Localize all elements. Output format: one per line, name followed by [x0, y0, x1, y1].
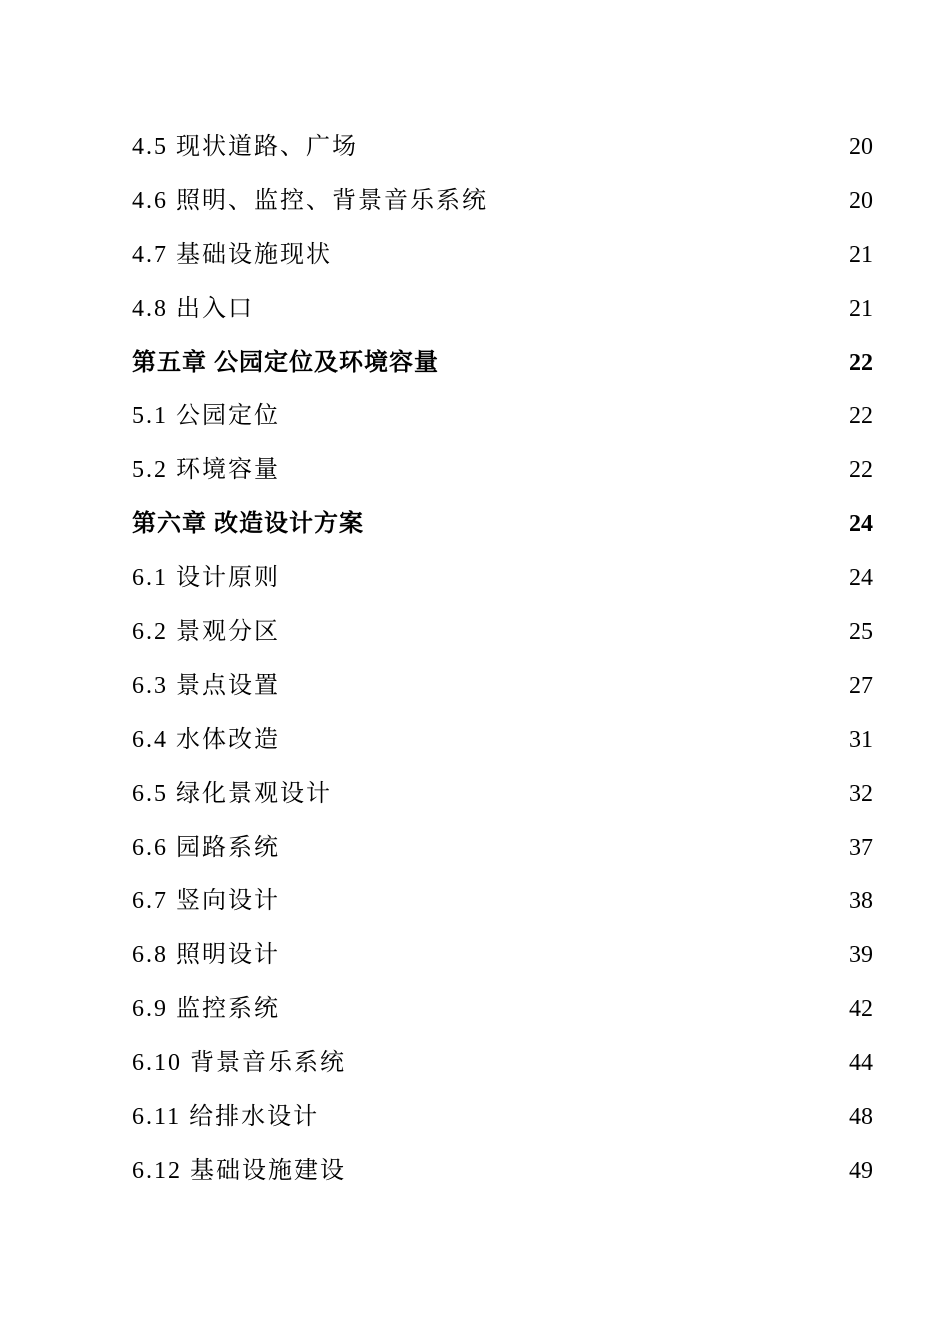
toc-entry-page: 21 — [849, 241, 873, 268]
toc-entry[interactable] — [132, 282, 873, 336]
toc-entry-page: 48 — [849, 1103, 873, 1130]
toc-entry-page: 42 — [849, 996, 873, 1023]
toc-entry-label: 6.8 照明设计 — [132, 942, 280, 969]
toc-entry-page: 31 — [849, 726, 873, 753]
toc-entry[interactable] — [132, 713, 873, 767]
toc-chapter-page: 24 — [849, 511, 873, 538]
toc-entry-page: 20 — [849, 133, 873, 160]
toc-entry[interactable] — [132, 228, 873, 282]
toc-entry[interactable] — [132, 551, 873, 605]
toc-entry-page: 21 — [849, 295, 873, 322]
toc-entry-label: 5.1 公园定位 — [132, 403, 280, 430]
toc-chapter-entry[interactable] — [132, 336, 873, 390]
toc-entry[interactable] — [132, 821, 873, 875]
toc-entry-page: 20 — [849, 187, 873, 214]
toc-entry-page: 27 — [849, 672, 873, 699]
toc-entry-label: 6.4 水体改造 — [132, 726, 280, 753]
toc-entry-page: 49 — [849, 1157, 873, 1184]
toc-entry-page: 24 — [849, 565, 873, 592]
toc-entry-label: 6.3 景点设置 — [132, 672, 280, 699]
toc-entry-page: 37 — [849, 834, 873, 861]
toc-chapter-page: 22 — [849, 349, 873, 376]
toc-entry-label: 6.6 园路系统 — [132, 834, 280, 861]
toc-entry-label: 6.9 监控系统 — [132, 996, 280, 1023]
toc-entry[interactable] — [132, 120, 873, 174]
toc-entry-label: 5.2 环境容量 — [132, 457, 280, 484]
toc-chapter-label: 第五章 公园定位及环境容量 — [132, 349, 439, 376]
toc-entry[interactable] — [132, 1144, 873, 1198]
toc-entry-label: 6.7 竖向设计 — [132, 888, 280, 915]
toc-entry-label: 4.7 基础设施现状 — [132, 241, 332, 268]
toc-entry[interactable] — [132, 443, 873, 497]
toc-chapter-label: 第六章 改造设计方案 — [132, 511, 364, 538]
toc-entry-label: 4.6 照明、监控、背景音乐系统 — [132, 187, 488, 214]
toc-entry-label: 6.11 给排水设计 — [132, 1103, 320, 1130]
toc-entry-page: 44 — [849, 1050, 873, 1077]
toc-entry-label: 6.5 绿化景观设计 — [132, 780, 332, 807]
toc-entry-label: 4.8 出入口 — [132, 295, 254, 322]
toc-entry[interactable] — [132, 605, 873, 659]
toc-entry-label: 6.12 基础设施建设 — [132, 1157, 346, 1184]
toc-entry-label: 6.2 景观分区 — [132, 618, 280, 645]
toc-entry-page: 25 — [849, 618, 873, 645]
toc-entry[interactable] — [132, 982, 873, 1036]
toc-entry[interactable] — [132, 874, 873, 928]
toc-entry[interactable] — [132, 389, 873, 443]
toc-entry-page: 22 — [849, 403, 873, 430]
toc-entry-label: 6.1 设计原则 — [132, 565, 280, 592]
toc-entry[interactable] — [132, 928, 873, 982]
toc-entry-page: 32 — [849, 780, 873, 807]
toc-entry-page: 22 — [849, 457, 873, 484]
toc-entry-page: 39 — [849, 942, 873, 969]
toc-entry[interactable] — [132, 659, 873, 713]
toc-entry-page: 38 — [849, 888, 873, 915]
toc-entry[interactable] — [132, 767, 873, 821]
table-of-contents — [132, 120, 873, 1198]
toc-entry[interactable] — [132, 174, 873, 228]
toc-entry-label: 4.5 现状道路、广场 — [132, 133, 358, 160]
toc-chapter-entry[interactable] — [132, 497, 873, 551]
toc-entry[interactable] — [132, 1090, 873, 1144]
toc-entry-label: 6.10 背景音乐系统 — [132, 1050, 346, 1077]
toc-entry[interactable] — [132, 1036, 873, 1090]
